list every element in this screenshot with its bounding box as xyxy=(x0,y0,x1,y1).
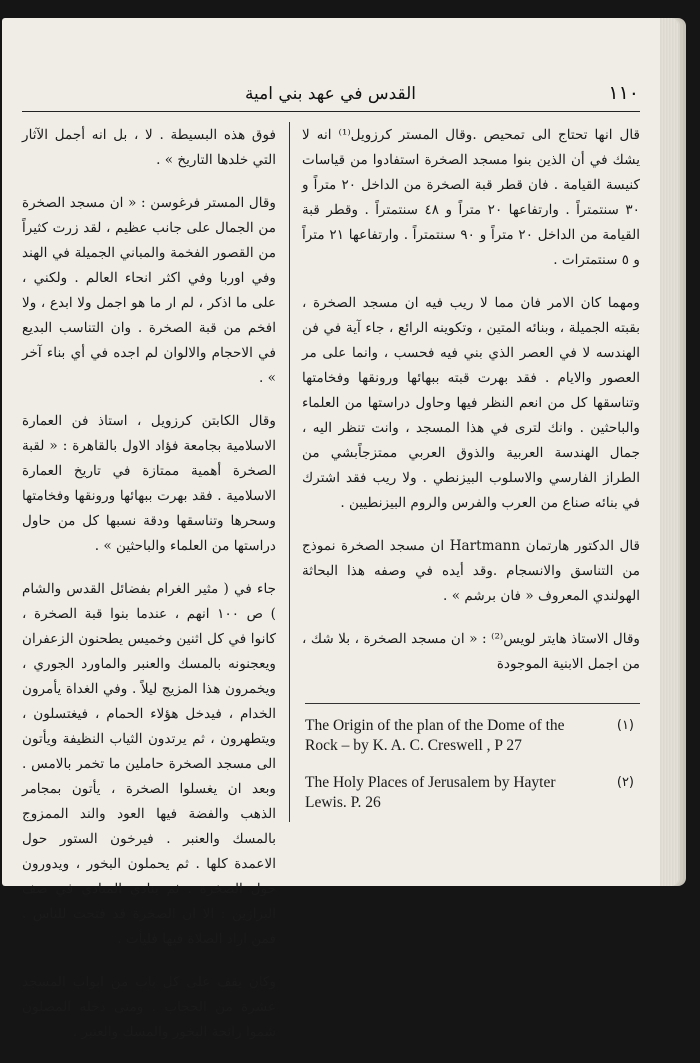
paragraph: قال الدكتور هارتمان Hartmann ان مسجد الصخرة نموذج من التناسق والانسجام .وقد أيده في وصفه هذا البحاثة الهولندي المعروف « فان برشم » . xyxy=(302,538,640,604)
running-title: القدس في عهد بني امية xyxy=(244,84,417,104)
paragraph: وكان يقف على كل باب من ابواب المسجد عشرة من الحجاب . ومتى دخله المصلون شموا رائحة البخور والمسك والعنبر . xyxy=(22,974,276,1040)
column-divider xyxy=(289,122,290,822)
paragraph: فوق هذه البسيطة . لا ، بل انه أجمل الآثار التي خلدها التاريخ » . xyxy=(22,127,276,168)
left-column xyxy=(22,123,276,1063)
footnote-number: (٢) xyxy=(616,775,634,790)
right-column xyxy=(302,123,640,695)
footnote-text: The Holy Places of Jerusalem by Hayter Lewis. P. 26 xyxy=(305,774,556,811)
page-edges xyxy=(660,18,678,886)
footnote-text: The Origin of the plan of the Dome of the Rock – by K. A. C. Creswell , P 27 xyxy=(305,717,565,754)
paragraph: جاء في ( مثير الغرام بفضائل القدس والشام ) ص ١٠٠ انهم ، عندما بنوا قبة الصخرة ، كانوا في كل اثنين وخميس يطحنون الزعفران ويعجنونه بالمسك والعنبر والماورد الجوري ، ويخمرون هذا المزيج ليلاً . وفي الغداة يأمرون الخدام ، فيدخل هؤلاء الحمام ، فيغتسلون ، ويتطهرون ، ثم يرتدون الثياب النظيفة ويأتون الى مسجد الصخرة حاملين ما تخمر بالامس . وبعد ان يغسلوا الصخرة ، يأتون بمجامر الذهب والفضة فيها العود والند الممزوج بالمسك والعنبر . فيرخون الستور حول الاعمدة كلها . ثم يحملون البخور ، ويدورون حول الصخرة . ثم ينادي المنادي في صف البزازين : الا ان الصخرة قد فتحت للناس . فمن اراد الصلاة فيها فليأت . xyxy=(22,581,276,947)
footnote-number: (١) xyxy=(616,718,634,733)
paragraph: وقال الاستاذ هايتر لويس⁽²⁾ : « ان مسجد الصخرة ، بلا شك ، من اجمل الابنية الموجودة xyxy=(302,631,641,672)
paragraph: قال انها تحتاج الى تمحيص .وقال المستر كرزويل⁽¹⁾ انه لا يشك في أن الذين بنوا مسجد الصخرة استفادوا من قياسات كنيسة القيامة . فان قطر قبة الصخرة من الداخل ٢٠ متراً و ٣٠ سنتمتراً . وارتفاعها ٢٠ متراً و ٤٨ سنتمتراً . وقطر قبة القيامة من الداخل ٢٠ متراً و ٩٠ سنتمتراً . وارتفاعها ٢١ متراً و ٥ سنتمترات . xyxy=(302,127,640,268)
paragraph: وقال الكابتن كرزويل ، استاذ فن العمارة الاسلامية بجامعة فؤاد الاول بالقاهرة : « لقبة الصخرة أهمية ممتازة في تاريخ العمارة الاسلامية . فقد بهرت ببهائها ورونقها وفخامتها وسحرها وتناسقها ودقة نسبها كل من حاول دراستها من العلماء والباحثين » . xyxy=(22,413,276,554)
paragraph: وقال المستر فرغوسن : « ان مسجد الصخرة من الجمال على جانب عظيم ، لقد زرت كثيراً من القصور الفخمة والمباني الجميلة في الهند وفي اوربا وفي اكثر انحاء العالم . ولكني ، على ما اذكر ، لم ار ما هو اجمل ولا ابدع ، ولا افخم من قبة الصخرة . وان التناسب البديع في الاحجام والالوان لم اجده في أي بناء آخر » . xyxy=(22,195,276,386)
page-number: ١١٠ xyxy=(608,82,639,104)
paragraph: ومهما كان الامر فان مما لا ريب فيه ان مسجد الصخرة ، بقبته الجميلة ، وبنائه المتين ، وتكوينه الرائع ، جاء آية في فن الهندسه لا في العصر الذي بني فيه فحسب ، وانما على مر العصور والايام . فقد بهرت قبته ببهائها ورونقها وفخامتها وتناسقها كل من انعم النظر فيها وحاول دراستها من العلماء والباحثين . وانك لترى في هذا المسجد ، وانت تنظر اليه ، جمال الهندسة العربية والذوق العربي ممتزجاًبشي من الطراز الفارسي والاسلوب البيزنطي . ولا ريب فقد اشترك في بنائه صناع من العرب والفرس والروم البيزنطيين . xyxy=(302,295,640,511)
header-rule xyxy=(22,111,640,112)
footnote-rule xyxy=(305,703,640,704)
page-header xyxy=(22,82,639,112)
